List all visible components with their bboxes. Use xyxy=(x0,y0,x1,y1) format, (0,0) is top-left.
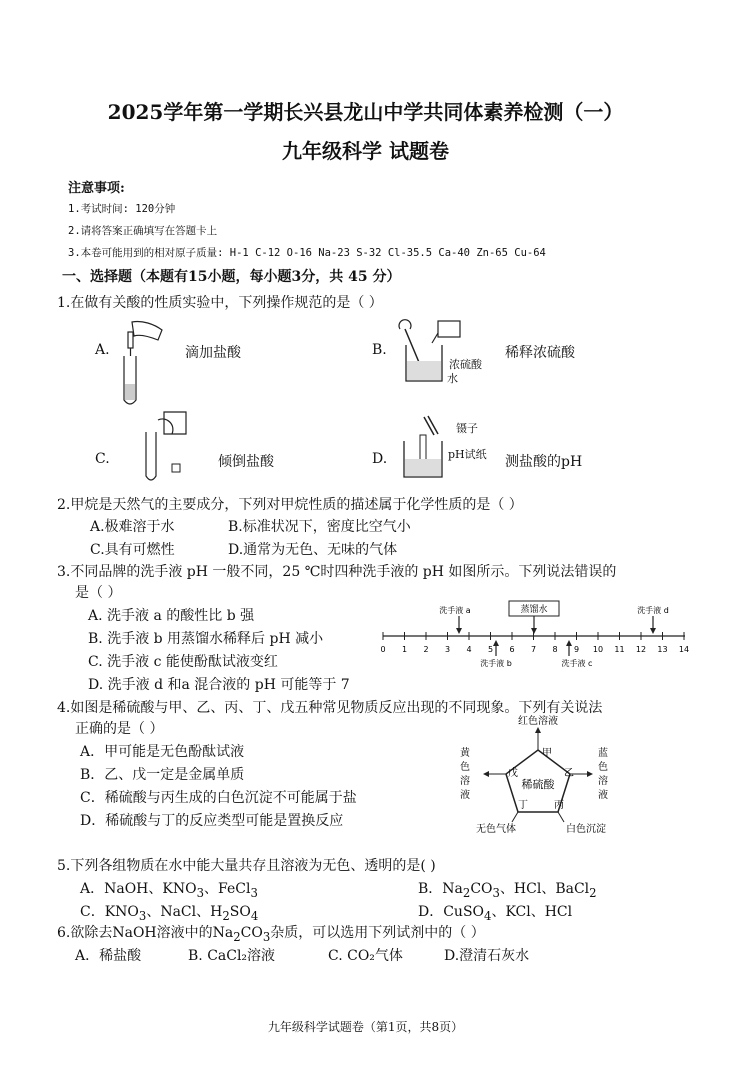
q2-option: A.极难溶于水 xyxy=(90,519,175,535)
q1-option-text: 倾倒盐酸 xyxy=(218,454,274,470)
ph-label-water: 蒸馏水 xyxy=(520,605,548,615)
section-heading: 一、选择题（本题有15小题，每小题3分，共 45 分） xyxy=(62,269,401,285)
ph-tick-label: 8 xyxy=(552,645,558,654)
result-white-ppt: 白色沉淀 xyxy=(566,824,606,835)
ph-scale-ticks xyxy=(380,632,689,654)
ph-test-illustration xyxy=(398,415,448,485)
exam-title: 2025学年第一学期长兴县龙山中学共同体素养检测（一） xyxy=(107,100,624,124)
ph-label-a: 洗手液 a xyxy=(439,606,471,615)
svg-text:溶: 溶 xyxy=(598,776,608,787)
q6-option: B. CaCl₂溶液 xyxy=(188,948,276,964)
q1-option-letter: D. xyxy=(372,451,388,467)
question-1-stem: 1.在做有关酸的性质实验中，下列操作规范的是（ ） xyxy=(57,295,383,311)
notice-heading: 注意事项: xyxy=(68,181,125,196)
svg-text:液: 液 xyxy=(460,790,470,801)
svg-text:色: 色 xyxy=(598,762,608,773)
water-label: 水 xyxy=(447,372,458,385)
q5-option-b: B．$Na_2CO_3$、HCl、BaCl$_2$ xyxy=(418,881,597,900)
notice-item: 2.请将答案正确填写在答题卡上 xyxy=(68,225,218,237)
q3-option: C. 洗手液 c 能使酚酞试液变红 xyxy=(88,654,278,670)
ph-tick-label: 4 xyxy=(466,645,472,654)
ph-tick-label: 7 xyxy=(530,645,537,654)
q3-option: D. 洗手液 d 和a 混合液的 pH 可能等于 7 xyxy=(88,677,350,693)
ph-label-d: 洗手液 d xyxy=(637,606,669,615)
q1-option-text: 滴加盐酸 xyxy=(185,345,241,361)
q6-option: C. CO₂气体 xyxy=(328,948,403,964)
pentagon-center: 稀硫酸 xyxy=(521,778,555,791)
result-blue-solution xyxy=(598,746,608,801)
svg-text:色: 色 xyxy=(460,762,470,773)
q1-option-letter: A. xyxy=(95,342,110,358)
q5-option-c: C．$KNO_3$、NaCl、$H_2SO_4$ xyxy=(80,904,259,923)
pouring-illustration xyxy=(136,406,196,486)
q2-option: D.通常为无色、无味的气体 xyxy=(228,542,398,558)
ph-tick-label: 5 xyxy=(487,645,494,654)
q4-option: D．稀硫酸与丁的反应类型可能是置换反应 xyxy=(80,813,344,829)
result-yellow-solution xyxy=(460,746,471,801)
q4-option: A．甲可能是无色酚酞试液 xyxy=(80,744,245,760)
pentagon-jia: 甲 xyxy=(542,748,552,759)
svg-text:液: 液 xyxy=(598,790,608,801)
result-red-solution: 红色溶液 xyxy=(518,716,558,727)
ph-tick-label: 13 xyxy=(657,645,668,654)
ph-label-b: 洗手液 b xyxy=(480,659,512,668)
pentagon-ding: 丁 xyxy=(518,800,528,811)
q4-option: B．乙、戊一定是金属单质 xyxy=(80,767,245,783)
q6-option: A．稀盐酸 xyxy=(75,948,142,964)
page-footer: 九年级科学试题卷（第1页，共8页） xyxy=(267,1020,464,1034)
ph-tick-label: 11 xyxy=(614,645,625,654)
notice-item: 3.本卷可能用到的相对原子质量: H-1 C-12 O-16 Na-23 S-32 Cl-35.5 Ca-40 Zn-65 Cu-64 xyxy=(68,247,546,259)
svg-text:蓝: 蓝 xyxy=(598,748,608,759)
q2-option: B.标准状况下，密度比空气小 xyxy=(228,519,411,535)
question-3-stem-cont: 是（ ） xyxy=(75,585,122,601)
question-2-stem: 2.甲烷是天然气的主要成分，下列对甲烷性质的描述属于化学性质的是（ ） xyxy=(57,497,523,513)
q4-option: C．稀硫酸与丙生成的白色沉淀不可能属于盐 xyxy=(80,790,357,806)
q1-option-text: 稀释浓硫酸 xyxy=(505,345,575,361)
svg-text:黄: 黄 xyxy=(460,748,470,759)
question-5-stem: 5.下列各组物质在水中能大量共存且溶液为无色、透明的是( ) xyxy=(57,858,436,874)
ph-tick-label: 9 xyxy=(573,645,580,654)
pentagon-wu: 戊 xyxy=(508,768,518,779)
ph-tick-label: 14 xyxy=(678,645,690,654)
question-6-stem: 6.欲除去NaOH溶液中的$Na_2CO_3$杂质，可以选用下列试剂中的（ ） xyxy=(57,925,485,944)
ph-tick-label: 6 xyxy=(509,645,515,654)
ph-tick-label: 12 xyxy=(635,645,647,654)
q1-option-text: 测盐酸的pH xyxy=(505,454,583,470)
q5-option-d: D．CuSO$_4$、KCl、HCl xyxy=(418,904,573,923)
ph-tick-label: 1 xyxy=(401,645,408,654)
q1-option-letter: C. xyxy=(95,451,110,467)
tweezers-label: 镊子 xyxy=(456,422,478,435)
dropper-illustration xyxy=(118,318,168,408)
q2-option: C.具有可燃性 xyxy=(90,542,175,558)
reaction-pentagon-figure xyxy=(448,714,618,836)
exam-subtitle: 九年级科学 试题卷 xyxy=(282,139,449,163)
ph-tick-label: 3 xyxy=(444,645,451,654)
question-3-stem: 3.不同品牌的洗手液 pH 一般不同，25 ℃时四种洗手液的 pH 如图所示。下列说法错误的 xyxy=(57,564,617,580)
q1-option-letter: B. xyxy=(372,342,387,358)
q3-option: A. 洗手液 a 的酸性比 b 强 xyxy=(88,608,255,624)
pentagon-yi: 乙 xyxy=(564,768,574,779)
result-gas: 无色气体 xyxy=(476,824,516,835)
question-4-stem: 4.如图是稀硫酸与甲、乙、丙、丁、戊五种常见物质反应出现的不同现象。下列有关说法 xyxy=(57,700,603,716)
ph-tick-label: 2 xyxy=(423,645,429,654)
ph-paper-label: pH试纸 xyxy=(448,448,487,461)
svg-text:溶: 溶 xyxy=(460,776,470,787)
ph-label-c: 洗手液 c xyxy=(561,659,593,668)
q5-option-a: A．NaOH、$KNO_3$、FeCl$_3$ xyxy=(80,881,258,900)
conc-acid-label: 浓硫酸 xyxy=(449,358,482,371)
ph-scale-figure xyxy=(375,598,695,670)
pentagon-bing: 丙 xyxy=(554,800,564,811)
ph-tick-label: 0 xyxy=(380,645,386,654)
question-4-stem-cont: 正确的是（ ） xyxy=(75,721,164,737)
notice-item: 1.考试时间: 120分钟 xyxy=(68,203,176,215)
q6-option: D.澄清石灰水 xyxy=(444,948,530,964)
ph-tick-label: 10 xyxy=(592,645,604,654)
dilution-illustration xyxy=(396,315,476,385)
q3-option: B. 洗手液 b 用蒸馏水稀释后 pH 减小 xyxy=(88,631,324,647)
